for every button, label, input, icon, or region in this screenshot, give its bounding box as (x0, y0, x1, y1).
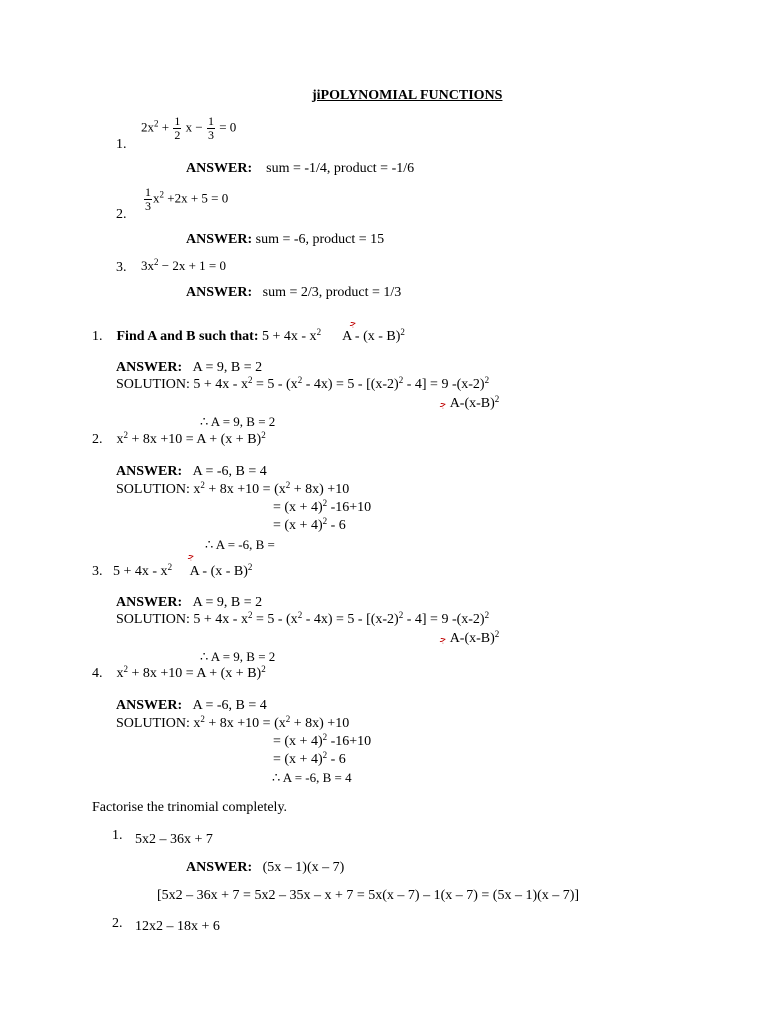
answer-line: ANSWER: A = -6, B = 4 (116, 698, 267, 713)
item-number: 2. (116, 207, 127, 222)
solution-line: = $(x + 4)^2$ -16+10 (273, 498, 372, 515)
problem-statement: 2. $x^2 + 8x +10 = A + (x + B)^2$ (92, 430, 266, 447)
equation: $\frac{1}{3}$ $x^2 +2x + 5 = 0$ (145, 185, 229, 213)
problem-statement: 4. $x^2 + 8x +10 = A + (x + B)^2$ (92, 664, 266, 681)
item-number: 3. (116, 260, 127, 275)
answer-line: ANSWER: A = -6, B = 4 (116, 464, 267, 479)
conclusion: ∴ A = 9, B = 2 (200, 414, 276, 429)
solution-line: ﺟ $A-(x-B)^2$ (440, 394, 500, 411)
answer-line: ANSWER: A = 9, B = 2 (116, 360, 263, 375)
identity-symbol: ﺟ (188, 551, 195, 562)
expression: 12x2 – 18x + 6 (135, 919, 220, 934)
answer-line: ANSWER: sum = 2/3, product = 1/3 (186, 285, 402, 300)
solution-line: = $(x + 4)^2 - 6$ (273, 516, 346, 533)
solution-line: SOLUTION: $5 + 4x - x^2 = 5 - (x^2 - 4x) = 5 - [(x-2)^2 - 4] = 9$ $-(x-2)^2$ (116, 375, 490, 392)
solution-line: SOLUTION: $x^2 + 8x +10 = (x^2 + 8x) +10$ (116, 480, 350, 497)
expression: 5x2 – 36x + 7 (135, 832, 213, 847)
answer-line: ANSWER: sum = -6, product = 15 (186, 232, 385, 247)
conclusion: ∴ A = -6, B = (205, 537, 275, 552)
page-title: jiPOLYNOMIAL FUNCTIONS (312, 88, 503, 103)
solution-line: ﺟ $A-(x-B)^2$ (440, 629, 500, 646)
solution-line: = $(x + 4)^2 - 6$ (273, 750, 346, 767)
answer-line: ANSWER: (5x – 1)(x – 7) (186, 860, 345, 875)
section-heading: Factorise the trinomial completely. (92, 800, 288, 815)
conclusion: ∴ A = 9, B = 2 (200, 649, 276, 664)
solution-line: SOLUTION: $5 + 4x - x^2 = 5 - (x^2 - 4x) = 5 - [(x-2)^2 - 4] = 9$ $-(x-2)^2$ (116, 610, 490, 627)
item-number: 1. (112, 828, 123, 843)
item-number: 1. (116, 137, 127, 152)
answer-line: ANSWER: A = 9, B = 2 (116, 595, 263, 610)
solution-line: = $(x + 4)^2$ -16+10 (273, 732, 372, 749)
item-number: 2. (112, 916, 123, 931)
answer-line: ANSWER: sum = -1/4, product = -1/6 (186, 161, 415, 176)
problem-statement: 1. Find A and B such that: $5 + 4x - x^2$ A - (x - B)$^2$ (92, 327, 405, 344)
solution-line: SOLUTION: $x^2 + 8x +10 = (x^2 + 8x) +10$ (116, 714, 350, 731)
working-line: [5x2 – 36x + 7 = 5x2 – 35x – x + 7 = 5x(x – 7) – 1(x – 7) = (5x – 1)(x – 7)] (157, 888, 580, 903)
equation: $2x^2$ + $\frac{1}{2}$ x − $\frac{1}{3}$ = 0 (141, 114, 237, 142)
identity-symbol: ﺟ (350, 318, 357, 329)
problem-statement: 3. $5 + 4x - x^2$ A - (x - B)$^2$ (92, 562, 253, 579)
equation: $3x^2 - 2x + 1 = 0$ (141, 257, 226, 273)
conclusion: ∴ A = -6, B = 4 (272, 770, 352, 785)
